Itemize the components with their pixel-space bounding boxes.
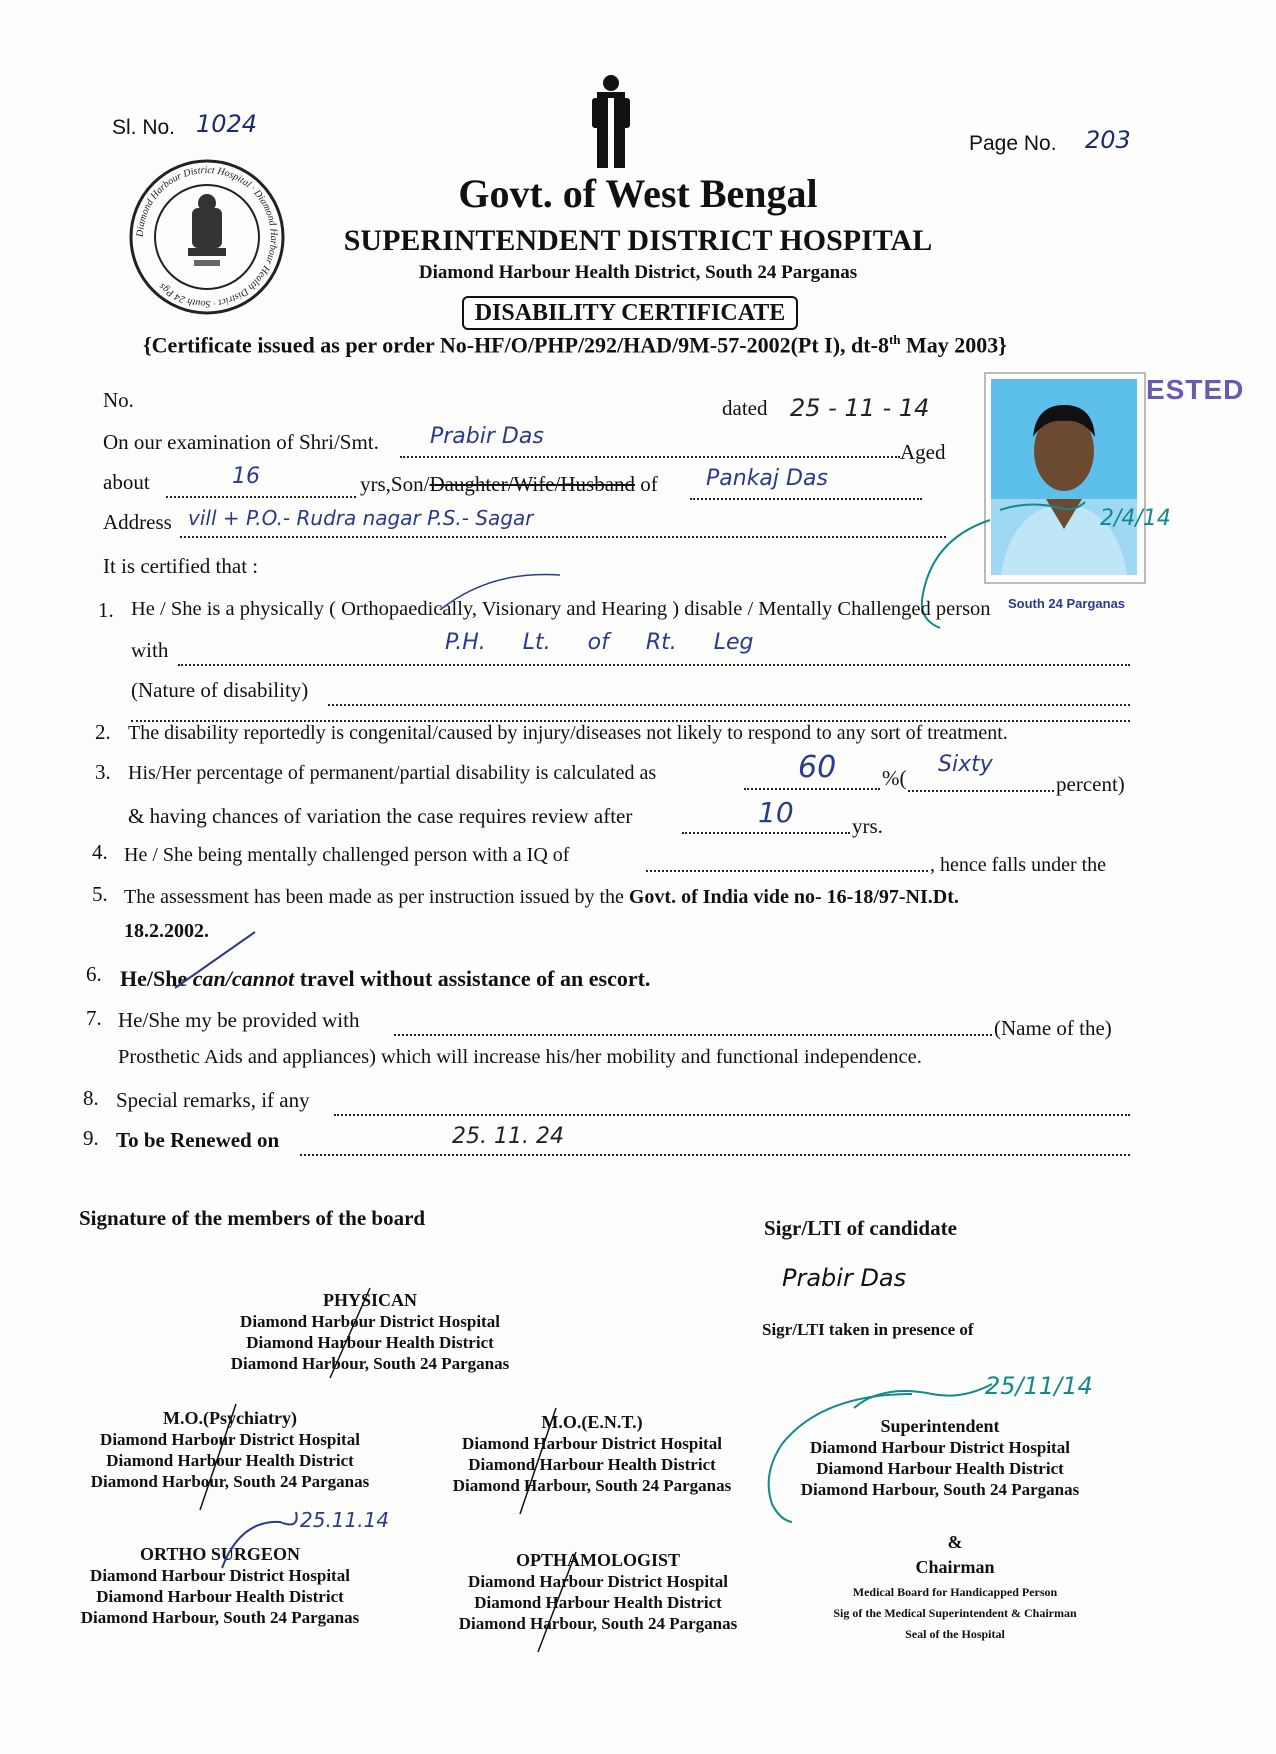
item-4-tail: , hence falls under the <box>930 854 1107 876</box>
item-3-pct-symbol: %( <box>882 766 907 790</box>
item-1-nature: (Nature of disability) <box>131 678 309 702</box>
serial-value: 1024 <box>196 110 258 138</box>
dated-value: 25 - 11 - 14 <box>790 394 930 422</box>
candidate-signature: Prabir Das <box>782 1264 907 1292</box>
item-7-number: 7. <box>86 1006 102 1030</box>
item-9-number: 9. <box>83 1126 99 1150</box>
address-value: vill + P.O.- Rudra nagar P.S.- Sagar <box>188 506 534 530</box>
item-2-number: 2. <box>95 720 111 744</box>
superintendent-block: Superintendent Diamond Harbour District Hospital Diamond Harbour Health District Diamond Harbour, South 24 Parganas <box>800 1416 1080 1499</box>
item-9-text: To be Renewed on <box>116 1128 280 1152</box>
address-label: Address <box>103 510 172 534</box>
item-4-number: 4. <box>92 840 108 864</box>
item-4-dotted <box>646 850 928 872</box>
item-1-value: P.H. Lt. of Rt. Leg <box>445 630 754 655</box>
candidate-title: Sigr/LTI of candidate <box>764 1216 957 1240</box>
mo-ent-block: M.O.(E.N.T.) Diamond Harbour District Hospital Diamond Harbour Health District Diamond Harbour, South 24 Parganas <box>452 1412 732 1495</box>
item-9-dotted <box>300 1134 1130 1156</box>
page-value: 203 <box>1085 126 1131 154</box>
board-title: Signature of the members of the board <box>79 1206 426 1230</box>
superintendent-signature-icon <box>762 1354 1002 1524</box>
order-reference: {Certificate issued as per order No-HF/O/PHP/292/HAD/9M-57-2002(Pt I), dt-8th May 2003} <box>143 332 1007 358</box>
item-2-text: The disability reportedly is congenital/caused by injury/diseases not likely to respond to any sort of treatment. <box>128 722 1008 744</box>
attested-stamp: ESTED <box>1146 374 1245 405</box>
item-3-number: 3. <box>95 760 111 784</box>
item-5-date: 18.2.2002. <box>124 920 209 942</box>
photo-signature-date: 2/4/14 <box>1100 506 1171 531</box>
item-3-percent-label: percent) <box>1056 772 1125 796</box>
district-subtitle: Diamond Harbour Health District, South 24 Parganas <box>418 262 858 283</box>
father-value: Pankaj Das <box>706 466 828 491</box>
item-1-extra-dotted <box>131 700 1130 722</box>
ortho-surgeon-block: ORTHO SURGEON Diamond Harbour District Hospital Diamond Harbour Health District Diamond Harbour, South 24 Parganas <box>80 1544 360 1627</box>
item-8-number: 8. <box>83 1086 99 1110</box>
name-value: Prabir Das <box>430 424 544 449</box>
item-4-text: He / She being mentally challenged person with a IQ of <box>124 844 570 866</box>
item-7-dotted <box>394 1014 992 1036</box>
certificate-title: DISABILITY CERTIFICATE <box>462 296 798 330</box>
item-3-review: & having chances of variation the case requires review after <box>128 804 633 828</box>
no-label: No. <box>103 388 134 412</box>
age-value: 16 <box>232 464 260 489</box>
item-7-line2: Prosthetic Aids and appliances) which will increase his/her mobility and functional independence. <box>118 1046 922 1068</box>
item-1-text: He / She is a physically ( Orthopaedically, Visionary and Hearing ) disable / Mentally Challenged person <box>131 598 991 620</box>
item-7-tail: (Name of the) <box>994 1016 1112 1040</box>
item-6-text: He/She can/cannot travel without assistance of an escort. <box>120 966 651 991</box>
opthamologist-block: OPTHAMOLOGIST Diamond Harbour District Hospital Diamond Harbour Health District Diamond Harbour, South 24 Parganas <box>458 1550 738 1633</box>
item-7-text: He/She my be provided with <box>118 1008 360 1032</box>
exam-label: On our examination of Shri/Smt. <box>103 430 379 454</box>
item-3-percent: 60 <box>798 750 837 785</box>
certified-label: It is certified that : <box>103 554 259 578</box>
mo-psychiatry-block: M.O.(Psychiatry) Diamond Harbour District Hospital Diamond Harbour Health District Diamond Harbour, South 24 Parganas <box>90 1408 370 1491</box>
svg-text:Diamond Harbour District Hospi: Diamond Harbour District Hospital · Diamond Harbour Health District · South 24 Pgs <box>134 164 280 310</box>
relation-label: yrs,Son/Daughter/Wife/Husband of <box>360 472 658 496</box>
item-6-number: 6. <box>86 962 102 986</box>
item-5-number: 5. <box>92 882 108 906</box>
item-1-with: with <box>131 638 169 662</box>
ortho-signature-date: 25.11.14 <box>300 1508 390 1532</box>
item-9-value: 25. 11. 24 <box>452 1124 564 1149</box>
item-3-years: 10 <box>758 796 794 829</box>
photo-stamp: South 24 Parganas <box>1008 596 1126 611</box>
superintendent-signature-date: 25/11/14 <box>985 1372 1093 1400</box>
age-dotted-line <box>166 476 356 498</box>
chairman-block: & Chairman Medical Board for Handicapped Person Sig of the Medical Superintendent & Chairman Seal of the Hospital <box>833 1532 1077 1641</box>
hospital-seal-icon <box>128 158 286 316</box>
aged-label: Aged <box>900 440 946 464</box>
item-8-dotted <box>334 1094 1130 1116</box>
item-1-number: 1. <box>98 598 114 622</box>
dated-label: dated <box>722 396 768 420</box>
hospital-title: SUPERINTENDENT DISTRICT HOSPITAL <box>343 224 933 257</box>
physican-block: PHYSICAN Diamond Harbour District Hospital Diamond Harbour Health District Diamond Harbour, South 24 Parganas <box>230 1290 510 1373</box>
item-8-text: Special remarks, if any <box>116 1088 310 1112</box>
page-label: Page No. <box>969 132 1057 155</box>
item-3-words: Sixty <box>938 752 993 777</box>
about-label: about <box>103 470 150 494</box>
item-5-text: The assessment has been made as per instruction issued by the Govt. of India vide no- 16-18/97-NI.Dt. <box>124 886 959 908</box>
govt-title: Govt. of West Bengal <box>458 171 818 216</box>
item-3-text: His/Her percentage of permanent/partial disability is calculated as <box>128 762 657 784</box>
serial-label: Sl. No. <box>112 116 176 139</box>
item-3-yrs: yrs. <box>852 814 883 838</box>
presence-label: Sigr/LTI taken in presence of <box>762 1320 974 1339</box>
emblem-logo-icon <box>583 74 639 174</box>
item-6-strike-icon <box>170 930 260 990</box>
